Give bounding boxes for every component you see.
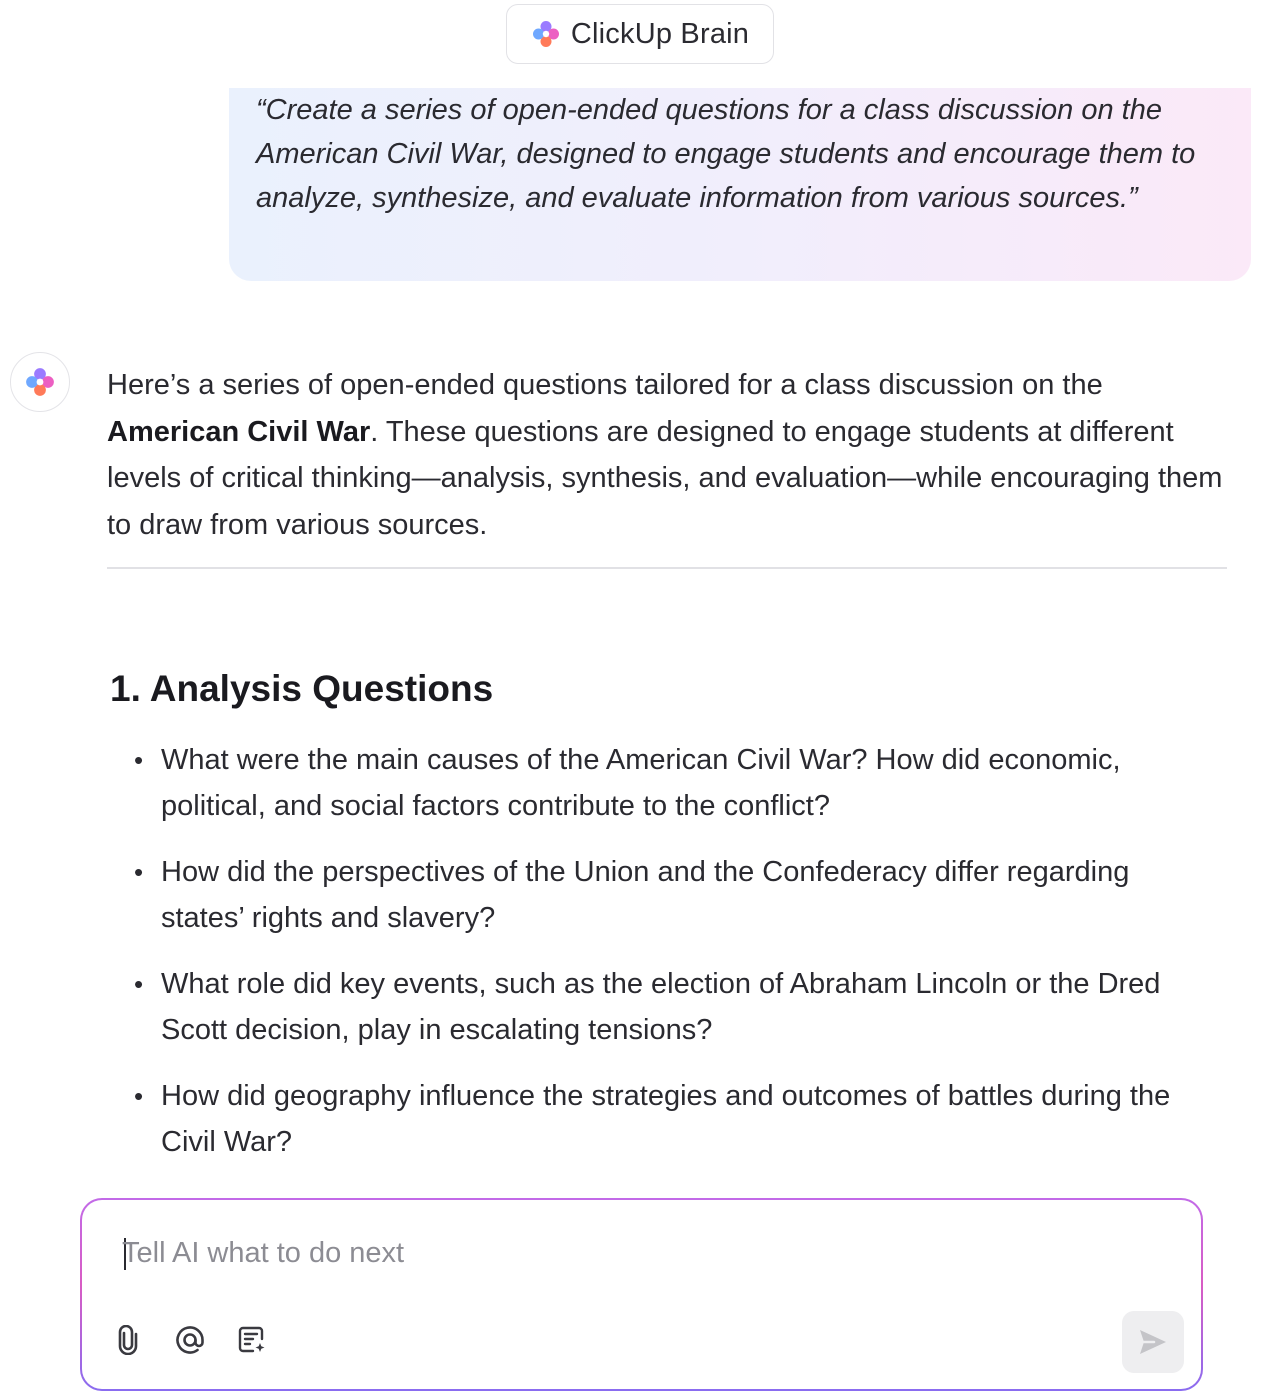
intro-text: Here’s a series of open-ended questions tailored for a class discussion on the (107, 369, 1103, 401)
intro-bold-topic: American Civil War (107, 415, 371, 448)
ai-response-intro (107, 362, 1237, 548)
bullet: • (134, 1081, 144, 1111)
attachment-icon[interactable] (110, 1322, 146, 1358)
section-heading: 1. Analysis Questions (110, 668, 494, 709)
question-text: How did the perspectives of the Union and the Confederacy differ regarding states’ rights and slavery? (161, 856, 1130, 934)
clickup-brain-header[interactable] (506, 4, 774, 64)
list-item (134, 1073, 1204, 1165)
ai-avatar (10, 352, 70, 412)
bullet: • (134, 969, 144, 999)
question-text: What role did key events, such as the election of Abraham Lincoln or the Dred Scott decision, play in escalating tensions? (161, 968, 1161, 1046)
send-button[interactable] (1122, 1311, 1184, 1373)
ai-prompt-composer (80, 1198, 1203, 1391)
intro-text-continued: . These questions are designed to engage students at different levels of critical thinking—analysis, synthesis, and evaluation—while encouraging them to draw from various sources. (107, 415, 1223, 541)
list-item (134, 961, 1204, 1053)
analysis-question-list (134, 737, 1204, 1185)
divider (107, 567, 1227, 569)
ai-doc-icon[interactable] (234, 1322, 270, 1358)
ai-prompt-input[interactable] (122, 1230, 1022, 1276)
header-title: ClickUp Brain (570, 17, 750, 50)
clickup-brain-logo-icon (24, 366, 56, 398)
bullet: • (134, 745, 144, 775)
question-text: How did geography influence the strategies and outcomes of battles during the Civil War? (161, 1080, 1171, 1158)
bullet: • (134, 857, 144, 887)
list-item (134, 849, 1204, 941)
mention-icon[interactable] (172, 1322, 208, 1358)
user-prompt-bubble (229, 88, 1251, 281)
user-prompt-text: “Create a series of open-ended questions for a class discussion on the American Civil War, designed to engage students and encourage them to analyze, synthesize, and evaluate information from various sources.” (256, 94, 1196, 214)
question-text: What were the main causes of the American Civil War? How did economic, political, and social factors contribute to the conflict? (161, 744, 1121, 822)
list-item (134, 737, 1204, 829)
send-icon (1137, 1327, 1169, 1357)
clickup-brain-logo-icon (531, 19, 561, 49)
